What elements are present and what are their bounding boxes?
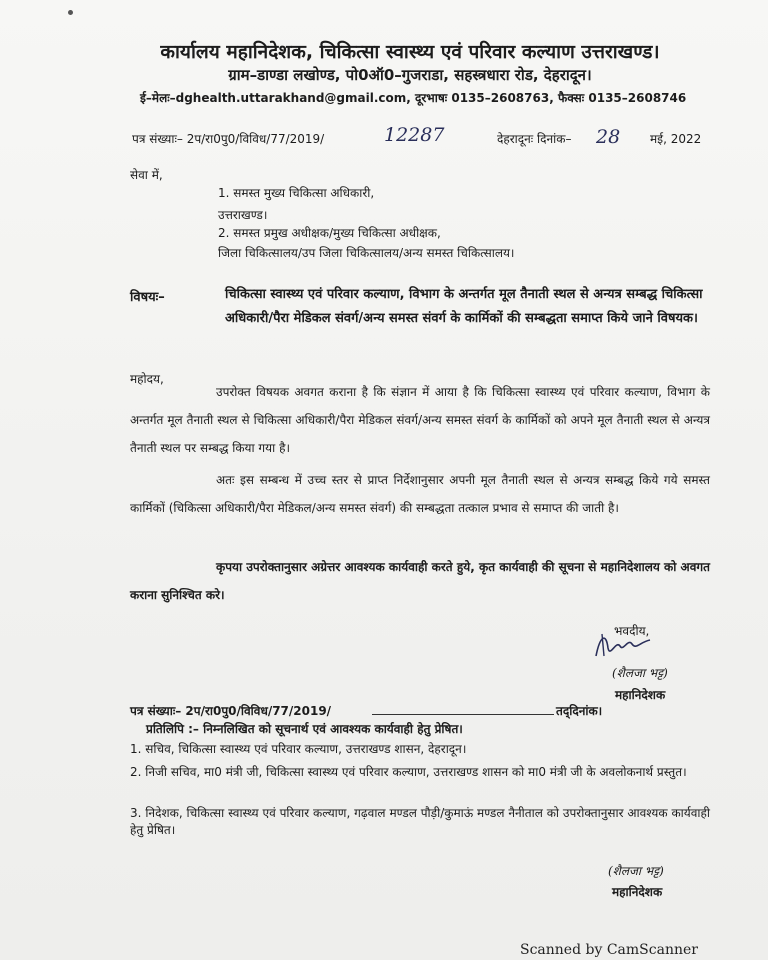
recipient-1-line-2: उत्तराखण्ड। bbox=[218, 208, 268, 222]
copy-signatory-designation: महानिदेशक bbox=[612, 885, 663, 899]
copy-signatory-name: (शैलजा भट्ट) bbox=[608, 864, 664, 878]
closing: भवदीय, bbox=[614, 624, 650, 638]
scanner-watermark: Scanned by CamScanner bbox=[520, 942, 698, 958]
greeting: महोदय, bbox=[130, 372, 164, 386]
copy-item-2: 2. निजी सचिव, मा0 मंत्री जी, चिकित्सा स्वास्थ्य एवं परिवार कल्याण, उत्तराखण्ड शासन को मा0 मंत्री जी के अवलोकनार्थ प्रस्तुत। bbox=[130, 765, 687, 779]
paragraph-1: उपरोक्त विषयक अवगत कराना है कि संज्ञान में आया है कि चिकित्सा स्वास्थ्य एवं परिवार कल्याण, विभाग के अन्तर्गत मूल तैनाती स्थल से चिकित्सा अधिकारी/पैरा मेडिकल संवर्ग/अन्य समस्त संवर्ग के कार्मिकों को अपने मूल तैनाती स्थल से अन्यत्र तैनाती स्थल पर सम्बद्ध किया गया है। bbox=[130, 385, 710, 455]
subject-text: चिकित्सा स्वास्थ्य एवं परिवार कल्याण, विभाग के अन्तर्गत मूल तैनाती स्थल से अन्यत्र सम्बद्ध चिकित्सा अधिकारी/पैरा मेडिकल संवर्ग/अन्य समस्त संवर्ग के कार्मिकों की सम्बद्धता समाप्त किये जाने विषयक। bbox=[225, 287, 703, 326]
copy-item-3: 3. निदेशक, चिकित्सा स्वास्थ्य एवं परिवार कल्याण, गढ़वाल मण्डल पौड़ी/कुमाऊं मण्डल नैनीताल को उपरोक्तानुसार आवश्यक कार्यवाही हेतु प्रेषित। bbox=[130, 806, 710, 837]
subject-label: विषयः– bbox=[130, 290, 165, 305]
recipient-1-line-1: 1. समस्त मुख्य चिकित्सा अधिकारी, bbox=[218, 186, 375, 200]
copy-item-1: 1. सचिव, चिकित्सा स्वास्थ्य एवं परिवार कल्याण, उत्तराखण्ड शासन, देहरादून। bbox=[130, 742, 467, 756]
office-address: ग्राम–डाण्डा लखोण्ड, पो0ऑ0–गुजराडा, सहस्त्रधारा रोड, देहरादून। bbox=[228, 66, 592, 84]
signatory-designation: महानिदेशक bbox=[615, 688, 666, 702]
copy-intro: प्रतिलिपि :– निम्नलिखित को सूचनार्थ एवं आवश्यक कार्यवाही हेतु प्रेषित। bbox=[146, 722, 463, 736]
signatory-name: (शैलजा भट्ट) bbox=[612, 666, 668, 680]
place-date-label: देहरादूनः दिनांक– bbox=[497, 132, 572, 146]
salutation: सेवा में, bbox=[130, 168, 163, 182]
recipient-2-line-2: जिला चिकित्सालय/उप जिला चिकित्सालय/अन्य समस्त चिकित्सालय। bbox=[218, 246, 515, 260]
letter-reference: पत्र संख्याः– 2प/रा0पु0/विविध/77/2019/ bbox=[132, 132, 325, 146]
copy-reference: पत्र संख्याः– 2प/रा0पु0/विविध/77/2019/ bbox=[130, 704, 332, 718]
handwritten-letter-number: 12287 bbox=[384, 124, 445, 146]
month-year: मई, 2022 bbox=[650, 132, 702, 146]
signature-scribble bbox=[590, 626, 660, 662]
paragraph-2: अतः इस सम्बन्ध में उच्च स्तर से प्राप्त निर्देशानुसार अपनी मूल तैनाती स्थल से अन्यत्र सम्बद्ध किये गये समस्त कार्मिकों (चिकित्सा अधिकारी/पैरा मेडिकल/अन्य समस्त संवर्ग) की सम्बद्धता तत्काल प्रभाव से समाप्त की जाती है। bbox=[130, 473, 710, 515]
copy-date: तद्‌दिनांक। bbox=[556, 704, 603, 718]
blank-line bbox=[372, 714, 554, 715]
paragraph-3: कृपया उपरोक्तानुसार अग्रेत्तर आवश्यक कार्यवाही करते हुये, कृत कार्यवाही की सूचना से महानिदेशालय को अवगत कराना सुनिश्चित करे। bbox=[130, 560, 710, 602]
office-title: कार्यालय महानिदेशक, चिकित्सा स्वास्थ्य एवं परिवार कल्याण उत्तराखण्ड। bbox=[160, 41, 660, 63]
recipient-2-line-1: 2. समस्त प्रमुख अधीक्षक/मुख्य चिकित्सा अधीक्षक, bbox=[218, 226, 441, 240]
office-contact: ई–मेलः–dghealth.uttarakhand@gmail.com, दूरभाषः 0135–2608763, फैक्सः 0135–2608746 bbox=[140, 91, 687, 105]
handwritten-day: 28 bbox=[596, 126, 621, 148]
scan-speck bbox=[68, 10, 73, 15]
